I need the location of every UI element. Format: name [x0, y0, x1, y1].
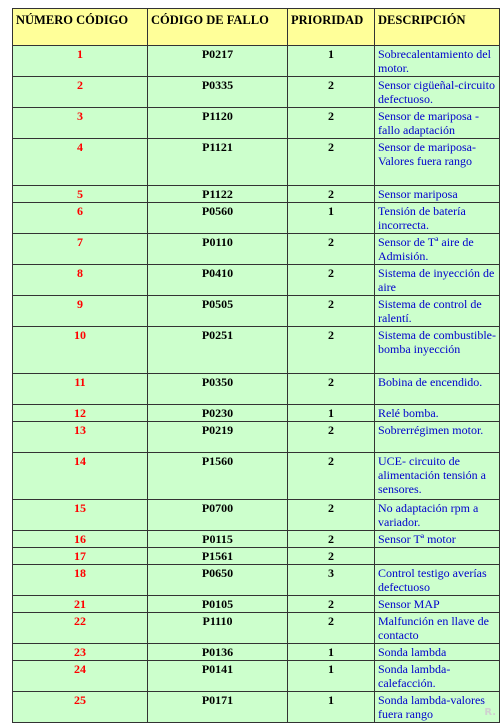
- fault-code-cell: P0410: [148, 265, 288, 296]
- table-row: [13, 661, 500, 692]
- priority-cell: 2: [288, 374, 375, 405]
- watermark-logo: R.: [484, 707, 496, 718]
- fault-code-cell: P0650: [148, 565, 288, 596]
- description-cell: Sonda lambda-valores fuera rango: [375, 692, 500, 723]
- table-row: [13, 422, 500, 453]
- priority-cell: 1: [288, 644, 375, 661]
- row-number-cell: 3: [13, 108, 148, 139]
- row-number-cell: 8: [13, 265, 148, 296]
- row-number-cell: 4: [13, 139, 148, 186]
- table-row: [13, 108, 500, 139]
- description-cell: UCE- circuito de alimentación tensión a sensores.: [375, 453, 500, 500]
- row-number-cell: 1: [13, 46, 148, 77]
- fault-code-cell: P0230: [148, 405, 288, 422]
- description-cell: Tensión de batería incorrecta.: [375, 203, 500, 234]
- row-number-cell: 6: [13, 203, 148, 234]
- priority-cell: 2: [288, 500, 375, 531]
- priority-cell: 1: [288, 405, 375, 422]
- fault-code-cell: P0335: [148, 77, 288, 108]
- fault-code-cell: P0141: [148, 661, 288, 692]
- fault-code-cell: P1122: [148, 186, 288, 203]
- header-prioridad: PRIORIDAD: [288, 9, 375, 46]
- description-cell: Sensor de mariposa -fallo adaptación: [375, 108, 500, 139]
- table-row: [13, 296, 500, 327]
- table-row: [13, 453, 500, 500]
- table-row: [13, 234, 500, 265]
- table-row: [13, 203, 500, 234]
- description-cell: Sobrecalentamiento del motor.: [375, 46, 500, 77]
- row-number-cell: 22: [13, 613, 148, 644]
- row-number-cell: 24: [13, 661, 148, 692]
- table-row: [13, 77, 500, 108]
- row-number-cell: 16: [13, 531, 148, 548]
- table-row: [13, 327, 500, 374]
- row-number-cell: 11: [13, 374, 148, 405]
- header-descripcion: DESCRIPCIÓN: [375, 9, 500, 46]
- table-row: [13, 186, 500, 203]
- description-cell: Sistema de combustible-bomba inyección: [375, 327, 500, 374]
- fault-code-cell: P0251: [148, 327, 288, 374]
- description-cell: Sensor Tª motor: [375, 531, 500, 548]
- description-cell: Malfunción en llave de contacto: [375, 613, 500, 644]
- table-header-row: [13, 9, 500, 46]
- priority-cell: 2: [288, 234, 375, 265]
- description-cell: Bobina de encendido.: [375, 374, 500, 405]
- fault-code-cell: P0110: [148, 234, 288, 265]
- row-number-cell: 12: [13, 405, 148, 422]
- row-number-cell: 18: [13, 565, 148, 596]
- fault-code-cell: P0115: [148, 531, 288, 548]
- description-cell: Sensor mariposa: [375, 186, 500, 203]
- priority-cell: 2: [288, 596, 375, 613]
- priority-cell: 2: [288, 531, 375, 548]
- row-number-cell: 13: [13, 422, 148, 453]
- row-number-cell: 9: [13, 296, 148, 327]
- table-body: [13, 46, 500, 723]
- row-number-cell: 17: [13, 548, 148, 565]
- fault-code-cell: P0136: [148, 644, 288, 661]
- priority-cell: 1: [288, 661, 375, 692]
- priority-cell: 2: [288, 613, 375, 644]
- fault-code-cell: P1561: [148, 548, 288, 565]
- description-cell: Sobrerrégimen motor.: [375, 422, 500, 453]
- table-row: [13, 692, 500, 723]
- row-number-cell: 5: [13, 186, 148, 203]
- priority-cell: 2: [288, 77, 375, 108]
- priority-cell: 2: [288, 327, 375, 374]
- priority-cell: 2: [288, 108, 375, 139]
- priority-cell: 3: [288, 565, 375, 596]
- table-row: [13, 644, 500, 661]
- priority-cell: 2: [288, 296, 375, 327]
- description-cell: Sensor MAP: [375, 596, 500, 613]
- fault-code-cell: P0219: [148, 422, 288, 453]
- priority-cell: 2: [288, 548, 375, 565]
- fault-codes-table: [12, 8, 500, 723]
- table-row: [13, 596, 500, 613]
- fault-code-cell: P0350: [148, 374, 288, 405]
- row-number-cell: 10: [13, 327, 148, 374]
- table-row: [13, 613, 500, 644]
- priority-cell: 1: [288, 46, 375, 77]
- header-codigo-de-fallo: CÓDIGO DE FALLO: [148, 9, 288, 46]
- description-cell: Sistema de inyección de aire: [375, 265, 500, 296]
- fault-code-cell: P0217: [148, 46, 288, 77]
- row-number-cell: 15: [13, 500, 148, 531]
- fault-code-cell: P0560: [148, 203, 288, 234]
- description-cell: Sistema de control de ralentí.: [375, 296, 500, 327]
- priority-cell: 2: [288, 139, 375, 186]
- description-cell: Relé bomba.: [375, 405, 500, 422]
- table-row: [13, 500, 500, 531]
- fault-code-cell: P1110: [148, 613, 288, 644]
- row-number-cell: 25: [13, 692, 148, 723]
- header-numero-codigo: NÚMERO CÓDIGO: [13, 9, 148, 46]
- description-cell: No adaptación rpm a variador.: [375, 500, 500, 531]
- description-cell: Sensor de Tª aire de Admisión.: [375, 234, 500, 265]
- fault-code-cell: P1560: [148, 453, 288, 500]
- table-row: [13, 139, 500, 186]
- table-row: [13, 46, 500, 77]
- priority-cell: 2: [288, 186, 375, 203]
- description-cell: Sensor de mariposa- Valores fuera rango: [375, 139, 500, 186]
- fault-code-cell: P1121: [148, 139, 288, 186]
- table-row: [13, 405, 500, 422]
- fault-code-cell: P0105: [148, 596, 288, 613]
- fault-code-cell: P0700: [148, 500, 288, 531]
- row-number-cell: 14: [13, 453, 148, 500]
- table-row: [13, 265, 500, 296]
- row-number-cell: 7: [13, 234, 148, 265]
- table-row: [13, 374, 500, 405]
- priority-cell: 1: [288, 692, 375, 723]
- table-row: [13, 565, 500, 596]
- fault-code-cell: P1120: [148, 108, 288, 139]
- description-cell: Control testigo averías defectuoso: [375, 565, 500, 596]
- fault-code-cell: P0171: [148, 692, 288, 723]
- priority-cell: 2: [288, 265, 375, 296]
- description-cell: [375, 548, 500, 565]
- row-number-cell: 2: [13, 77, 148, 108]
- priority-cell: 2: [288, 422, 375, 453]
- row-number-cell: 23: [13, 644, 148, 661]
- table-row: [13, 531, 500, 548]
- priority-cell: 1: [288, 203, 375, 234]
- fault-code-cell: P0505: [148, 296, 288, 327]
- priority-cell: 2: [288, 453, 375, 500]
- row-number-cell: 21: [13, 596, 148, 613]
- description-cell: Sonda lambda: [375, 644, 500, 661]
- description-cell: Sensor cigüeñal-circuito defectuoso.: [375, 77, 500, 108]
- description-cell: Sonda lambda-calefacción.: [375, 661, 500, 692]
- table-row: [13, 548, 500, 565]
